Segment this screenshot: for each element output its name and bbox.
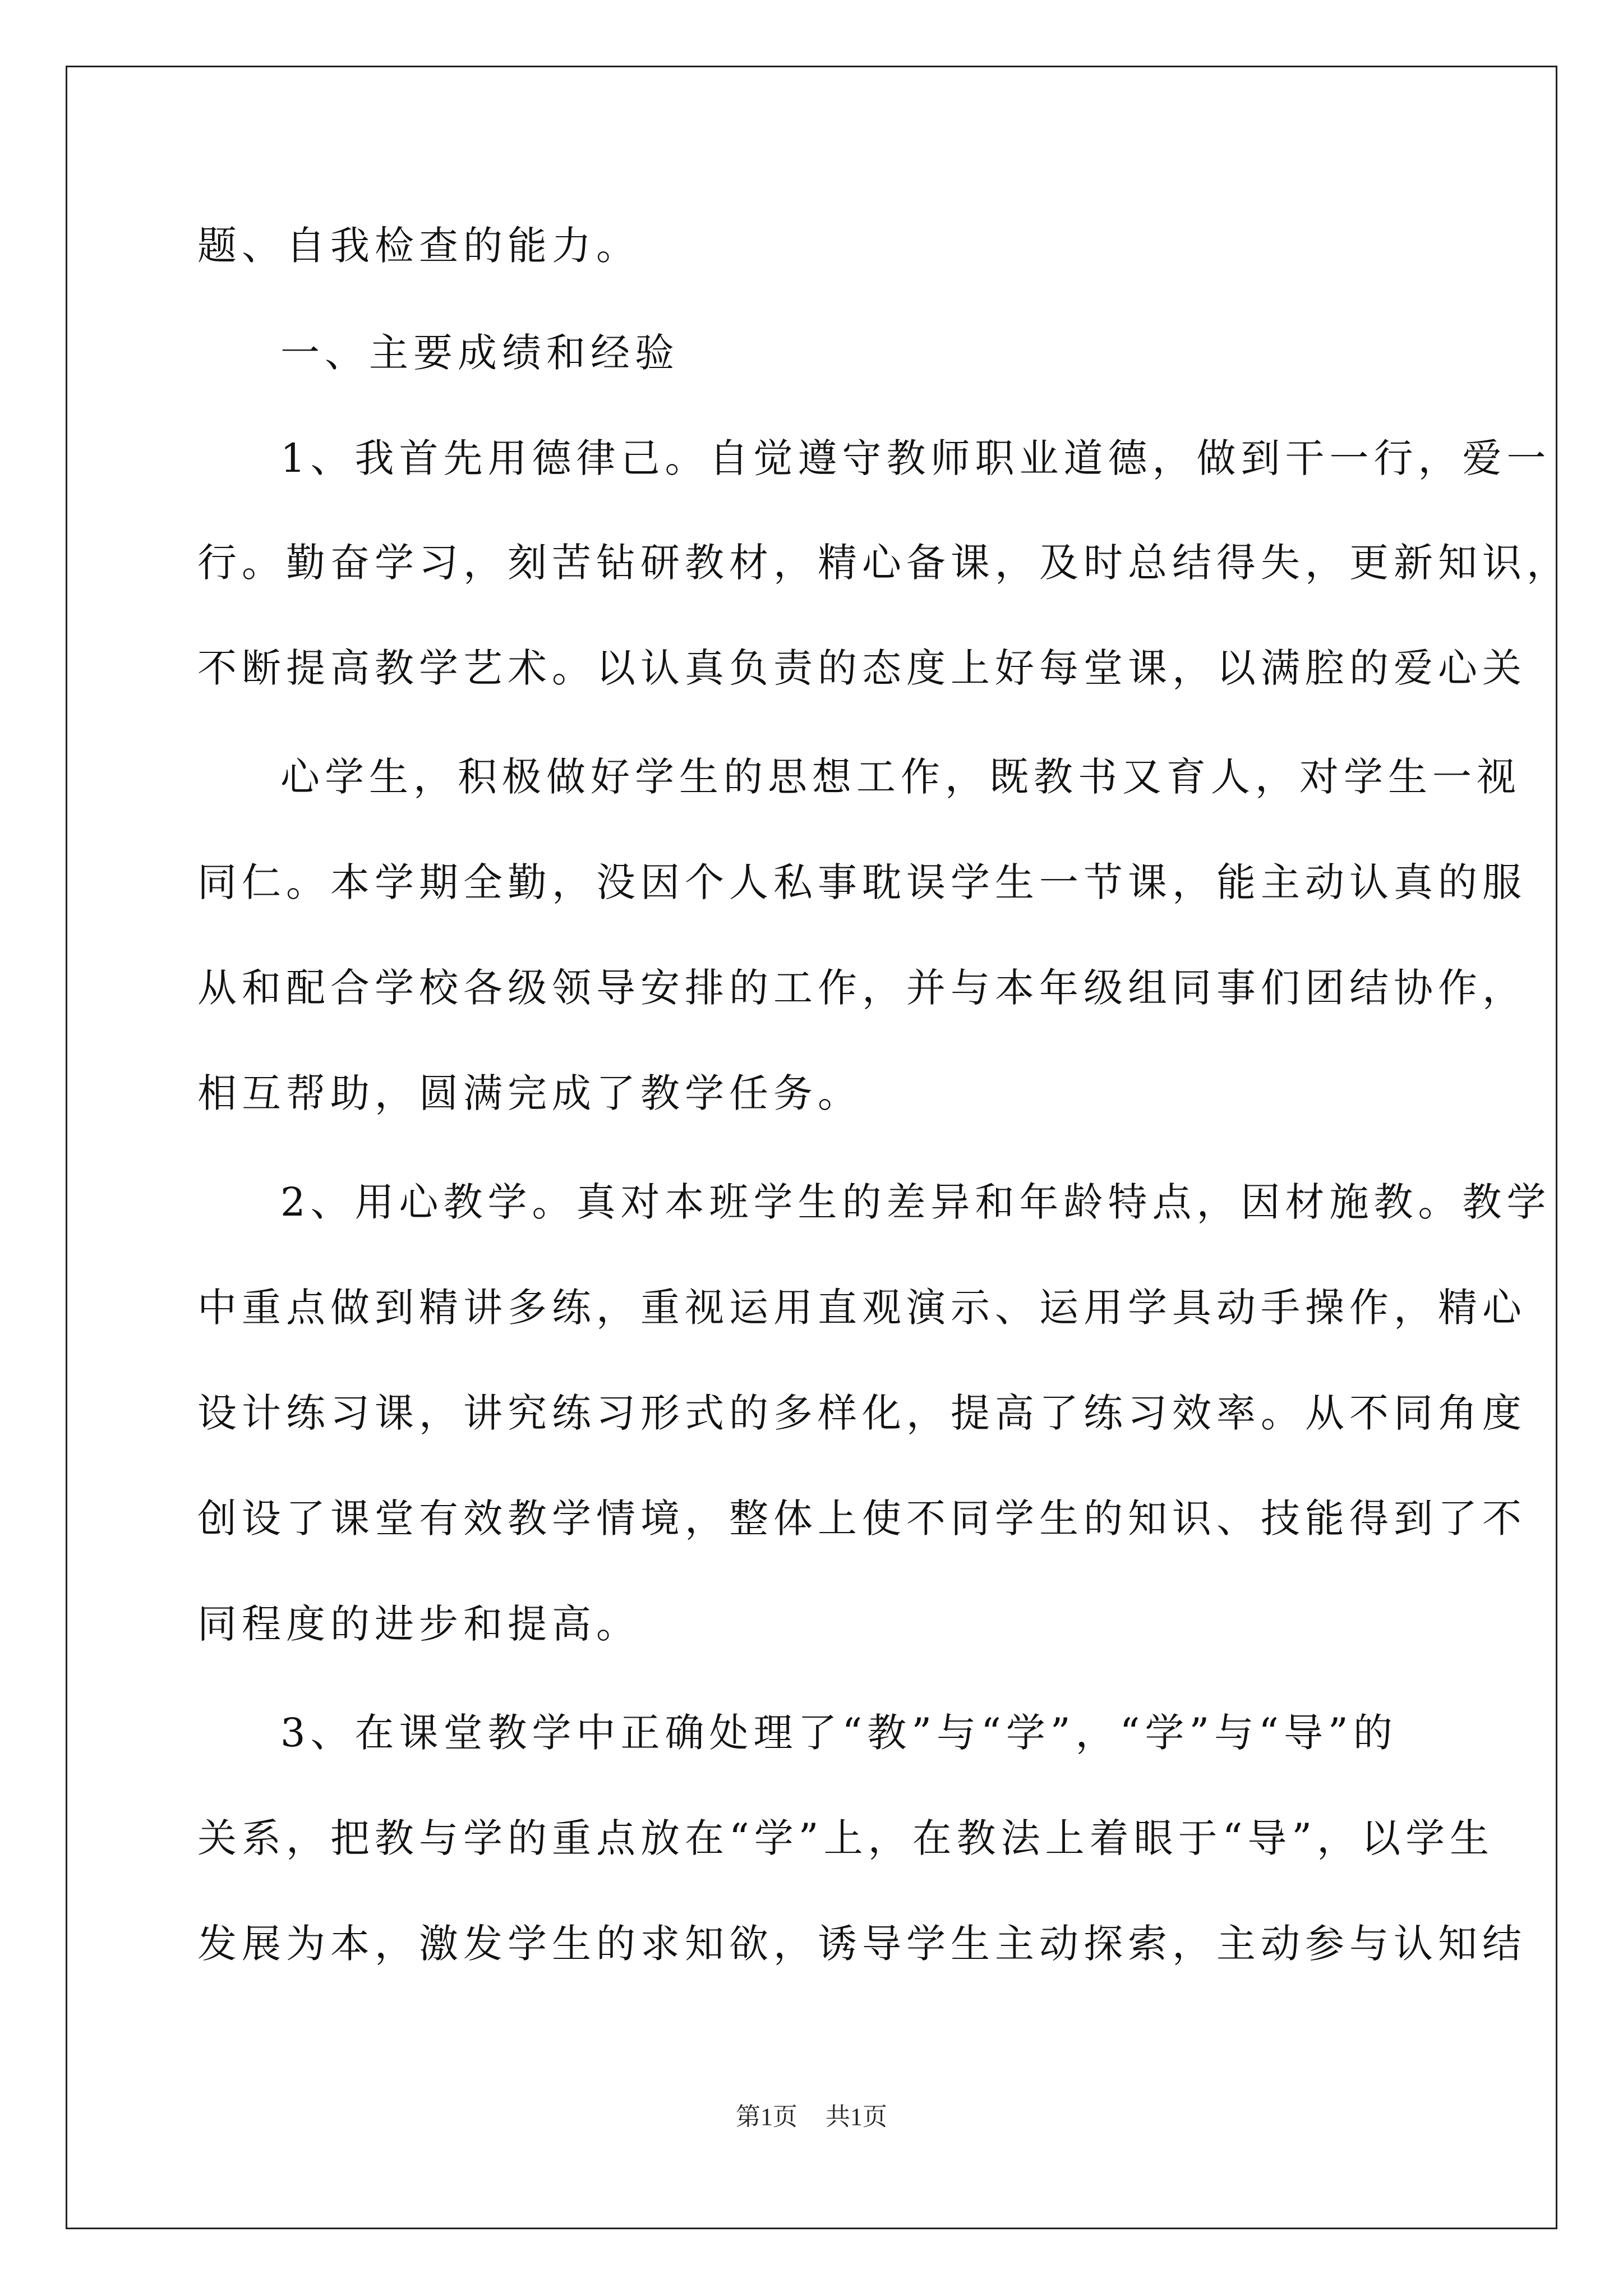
text-line: 同程度的进步和提高。 xyxy=(197,1601,640,1647)
page-total: 共1页 xyxy=(826,2103,887,2131)
section-heading: 一、主要成绩和经验 xyxy=(280,330,679,376)
text-line: 中重点做到精讲多练，重视运用直观演示、运用学具动手操作，精心 xyxy=(197,1285,1527,1331)
text-line: 行。勤奋学习，刻苦钻研教材，精心备课，及时总结得失，更新知识， xyxy=(197,540,1571,586)
text-line: 同仁。本学期全勤，没因个人私事耽误学生一节课，能主动认真的服 xyxy=(197,859,1527,905)
page-number: 第1页 xyxy=(736,2103,797,2131)
text-line: 从和配合学校各级领导安排的工作，并与本年级组同事们团结协作， xyxy=(197,965,1527,1011)
text-line: 题、自我检查的能力。 xyxy=(197,223,640,269)
text-line: 相互帮助，圆满完成了教学任务。 xyxy=(197,1070,862,1116)
text-line: 关系，把教与学的重点放在“学”上，在教法上着眼于“导”，以学生 xyxy=(197,1815,1495,1861)
text-line: 创设了课堂有效教学情境，整体上使不同学生的知识、技能得到了不 xyxy=(197,1496,1527,1542)
text-line: 设计练习课，讲究练习形式的多样化，提高了练习效率。从不同角度 xyxy=(197,1390,1527,1436)
text-line: 3、在课堂教学中正确处理了“教”与“学”，“学”与“导”的 xyxy=(280,1710,1398,1756)
text-line: 1、我首先用德律己。自觉遵守教师职业道德，做到干一行，爱一 xyxy=(280,435,1551,481)
page-border xyxy=(66,66,1557,2229)
text-line: 心学生，积极做好学生的思想工作，既教书又育人，对学生一视 xyxy=(280,754,1521,800)
page-footer xyxy=(0,2105,1623,2129)
text-line: 不断提高教学艺术。以认真负责的态度上好每堂课，以满腔的爱心关 xyxy=(197,645,1527,691)
text-line: 2、用心教学。真对本班学生的差异和年龄特点，因材施教。教学 xyxy=(280,1179,1551,1225)
text-line: 发展为本，激发学生的求知欲，诱导学生主动探索，主动参与认知结 xyxy=(197,1921,1527,1967)
